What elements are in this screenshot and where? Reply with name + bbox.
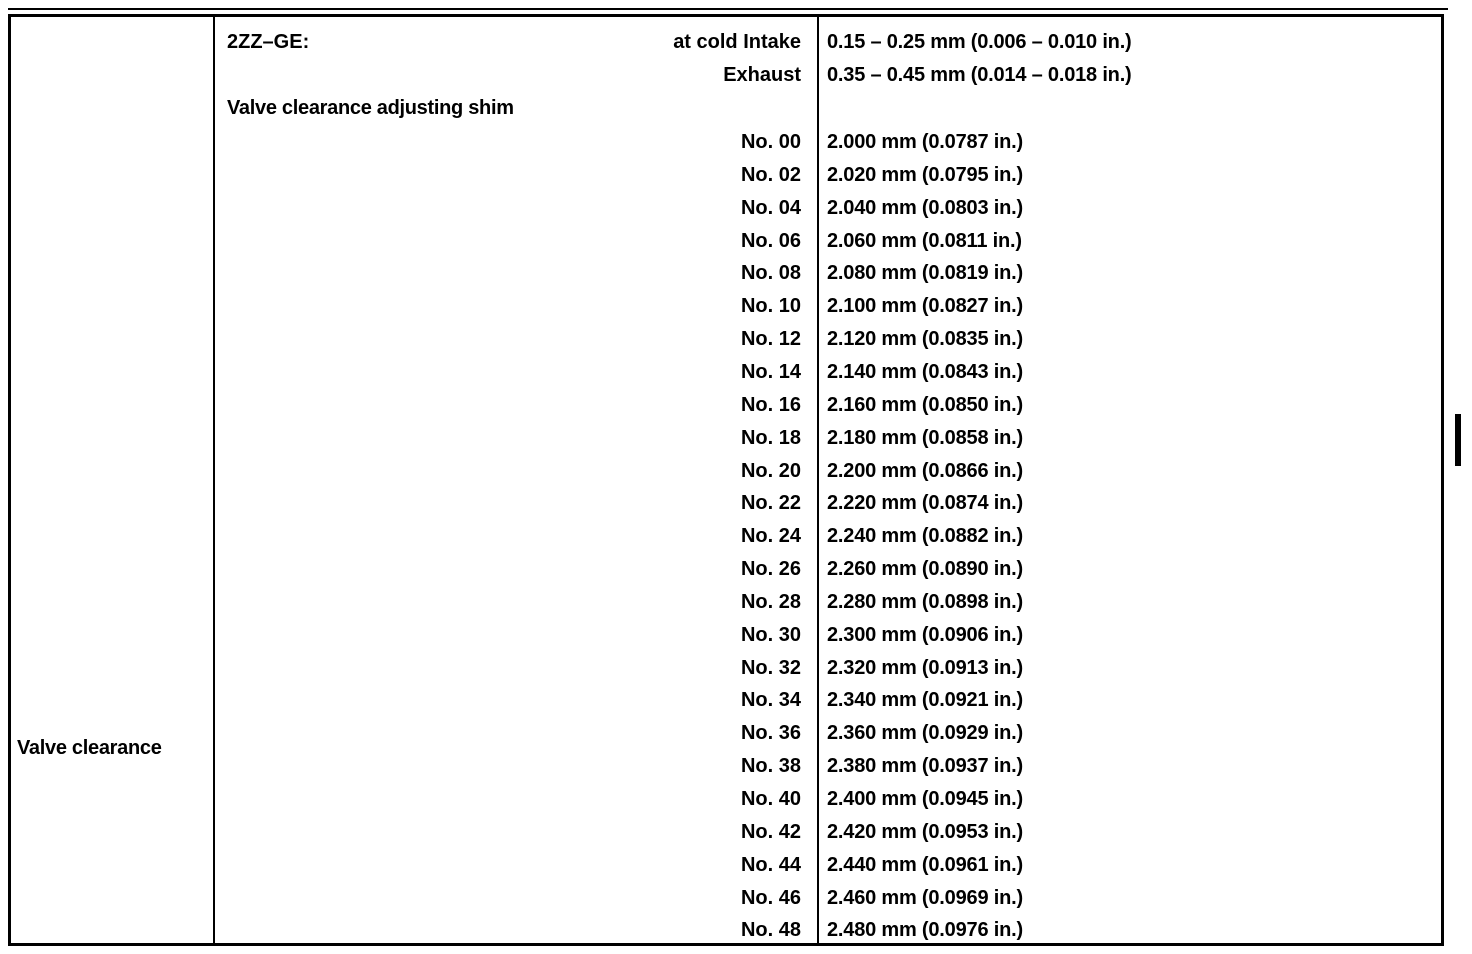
shim-label: No. 28 — [740, 590, 801, 613]
shim-label: No. 08 — [740, 262, 801, 285]
top-rule — [8, 8, 1448, 10]
shim-label: No. 22 — [740, 492, 801, 515]
clearance-value: 0.35 – 0.45 mm (0.014 – 0.018 in.) — [827, 64, 1132, 86]
shim-label: No. 06 — [740, 229, 801, 252]
shim-label: No. 24 — [740, 525, 801, 548]
shim-row — [11, 657, 1441, 687]
shim-label: No. 16 — [740, 393, 801, 416]
engine-label: 2ZZ–GE: — [227, 31, 310, 53]
item-label: Valve clearance — [17, 737, 162, 759]
shim-row — [11, 887, 1441, 917]
shim-label: No. 48 — [740, 919, 801, 942]
shim-value: 2.040 mm (0.0803 in.) — [827, 196, 1023, 219]
shim-value: 2.320 mm (0.0913 in.) — [827, 656, 1023, 679]
shim-label: No. 34 — [740, 689, 801, 712]
shim-row — [11, 131, 1441, 161]
shim-row — [11, 919, 1441, 949]
shim-row — [11, 427, 1441, 457]
shim-label: No. 02 — [740, 163, 801, 186]
shim-value: 2.480 mm (0.0976 in.) — [827, 919, 1023, 942]
shim-row — [11, 722, 1441, 752]
shim-row — [11, 230, 1441, 260]
shim-value: 2.460 mm (0.0969 in.) — [827, 886, 1023, 909]
shim-label: No. 18 — [740, 426, 801, 449]
shim-value: 2.360 mm (0.0929 in.) — [827, 722, 1023, 745]
shim-value: 2.240 mm (0.0882 in.) — [827, 525, 1023, 548]
shim-row — [11, 394, 1441, 424]
shim-row — [11, 525, 1441, 555]
shim-row — [11, 197, 1441, 227]
shim-row — [11, 460, 1441, 490]
shim-label: No. 38 — [740, 755, 801, 778]
shim-value: 2.100 mm (0.0827 in.) — [827, 295, 1023, 318]
shim-value: 2.060 mm (0.0811 in.) — [827, 229, 1022, 252]
shim-value: 2.380 mm (0.0937 in.) — [827, 755, 1023, 778]
shim-label: No. 40 — [740, 788, 801, 810]
shim-value: 2.300 mm (0.0906 in.) — [827, 623, 1023, 646]
shim-label: No. 00 — [740, 131, 801, 153]
clearance-row — [11, 64, 1441, 94]
shim-label: No. 12 — [740, 328, 801, 351]
shim-row — [11, 689, 1441, 719]
spec-table — [8, 14, 1444, 946]
shim-label: No. 46 — [740, 886, 801, 909]
shim-row — [11, 361, 1441, 391]
margin-mark — [1455, 414, 1461, 466]
shim-value: 2.420 mm (0.0953 in.) — [827, 820, 1023, 843]
shim-row — [11, 492, 1441, 522]
shim-label: No. 36 — [740, 722, 801, 745]
shim-value: 2.080 mm (0.0819 in.) — [827, 262, 1023, 285]
shim-row — [11, 854, 1441, 884]
shim-label: No. 20 — [740, 459, 801, 482]
shim-value: 2.280 mm (0.0898 in.) — [827, 590, 1023, 613]
shim-row — [11, 591, 1441, 621]
shim-value: 2.260 mm (0.0890 in.) — [827, 558, 1023, 581]
clearance-value: 0.15 – 0.25 mm (0.006 – 0.010 in.) — [827, 31, 1132, 53]
shim-value: 2.000 mm (0.0787 in.) — [827, 131, 1023, 153]
clearance-label: at cold Intake — [673, 31, 801, 53]
shim-label: No. 30 — [740, 623, 801, 646]
shim-value: 2.140 mm (0.0843 in.) — [827, 360, 1023, 383]
clearance-row — [11, 31, 1441, 61]
shim-value: 2.400 mm (0.0945 in.) — [827, 788, 1023, 810]
shim-label: No. 44 — [740, 853, 801, 876]
shim-label: No. 32 — [740, 656, 801, 679]
shim-value: 2.220 mm (0.0874 in.) — [827, 492, 1023, 515]
shim-row — [11, 624, 1441, 654]
shim-row — [11, 295, 1441, 325]
shim-label: No. 26 — [740, 558, 801, 581]
shim-row — [11, 755, 1441, 785]
shim-value: 2.340 mm (0.0921 in.) — [827, 689, 1023, 712]
shim-value: 2.120 mm (0.0835 in.) — [827, 328, 1023, 351]
shim-value: 2.180 mm (0.0858 in.) — [827, 426, 1023, 449]
shim-value: 2.440 mm (0.0961 in.) — [827, 853, 1023, 876]
shim-row — [11, 558, 1441, 588]
shim-label: No. 42 — [740, 820, 801, 843]
shim-row — [11, 164, 1441, 194]
shim-label: No. 14 — [740, 360, 801, 383]
shim-row — [11, 821, 1441, 851]
shim-label: No. 04 — [740, 196, 801, 219]
shim-row — [11, 328, 1441, 358]
shim-header: Valve clearance adjusting shim — [227, 97, 514, 119]
shim-label: No. 10 — [740, 295, 801, 318]
shim-value: 2.200 mm (0.0866 in.) — [827, 459, 1023, 482]
shim-row — [11, 262, 1441, 292]
clearance-label: Exhaust — [723, 64, 801, 86]
shim-value: 2.020 mm (0.0795 in.) — [827, 163, 1023, 186]
shim-value: 2.160 mm (0.0850 in.) — [827, 393, 1023, 416]
shim-row — [11, 788, 1441, 818]
